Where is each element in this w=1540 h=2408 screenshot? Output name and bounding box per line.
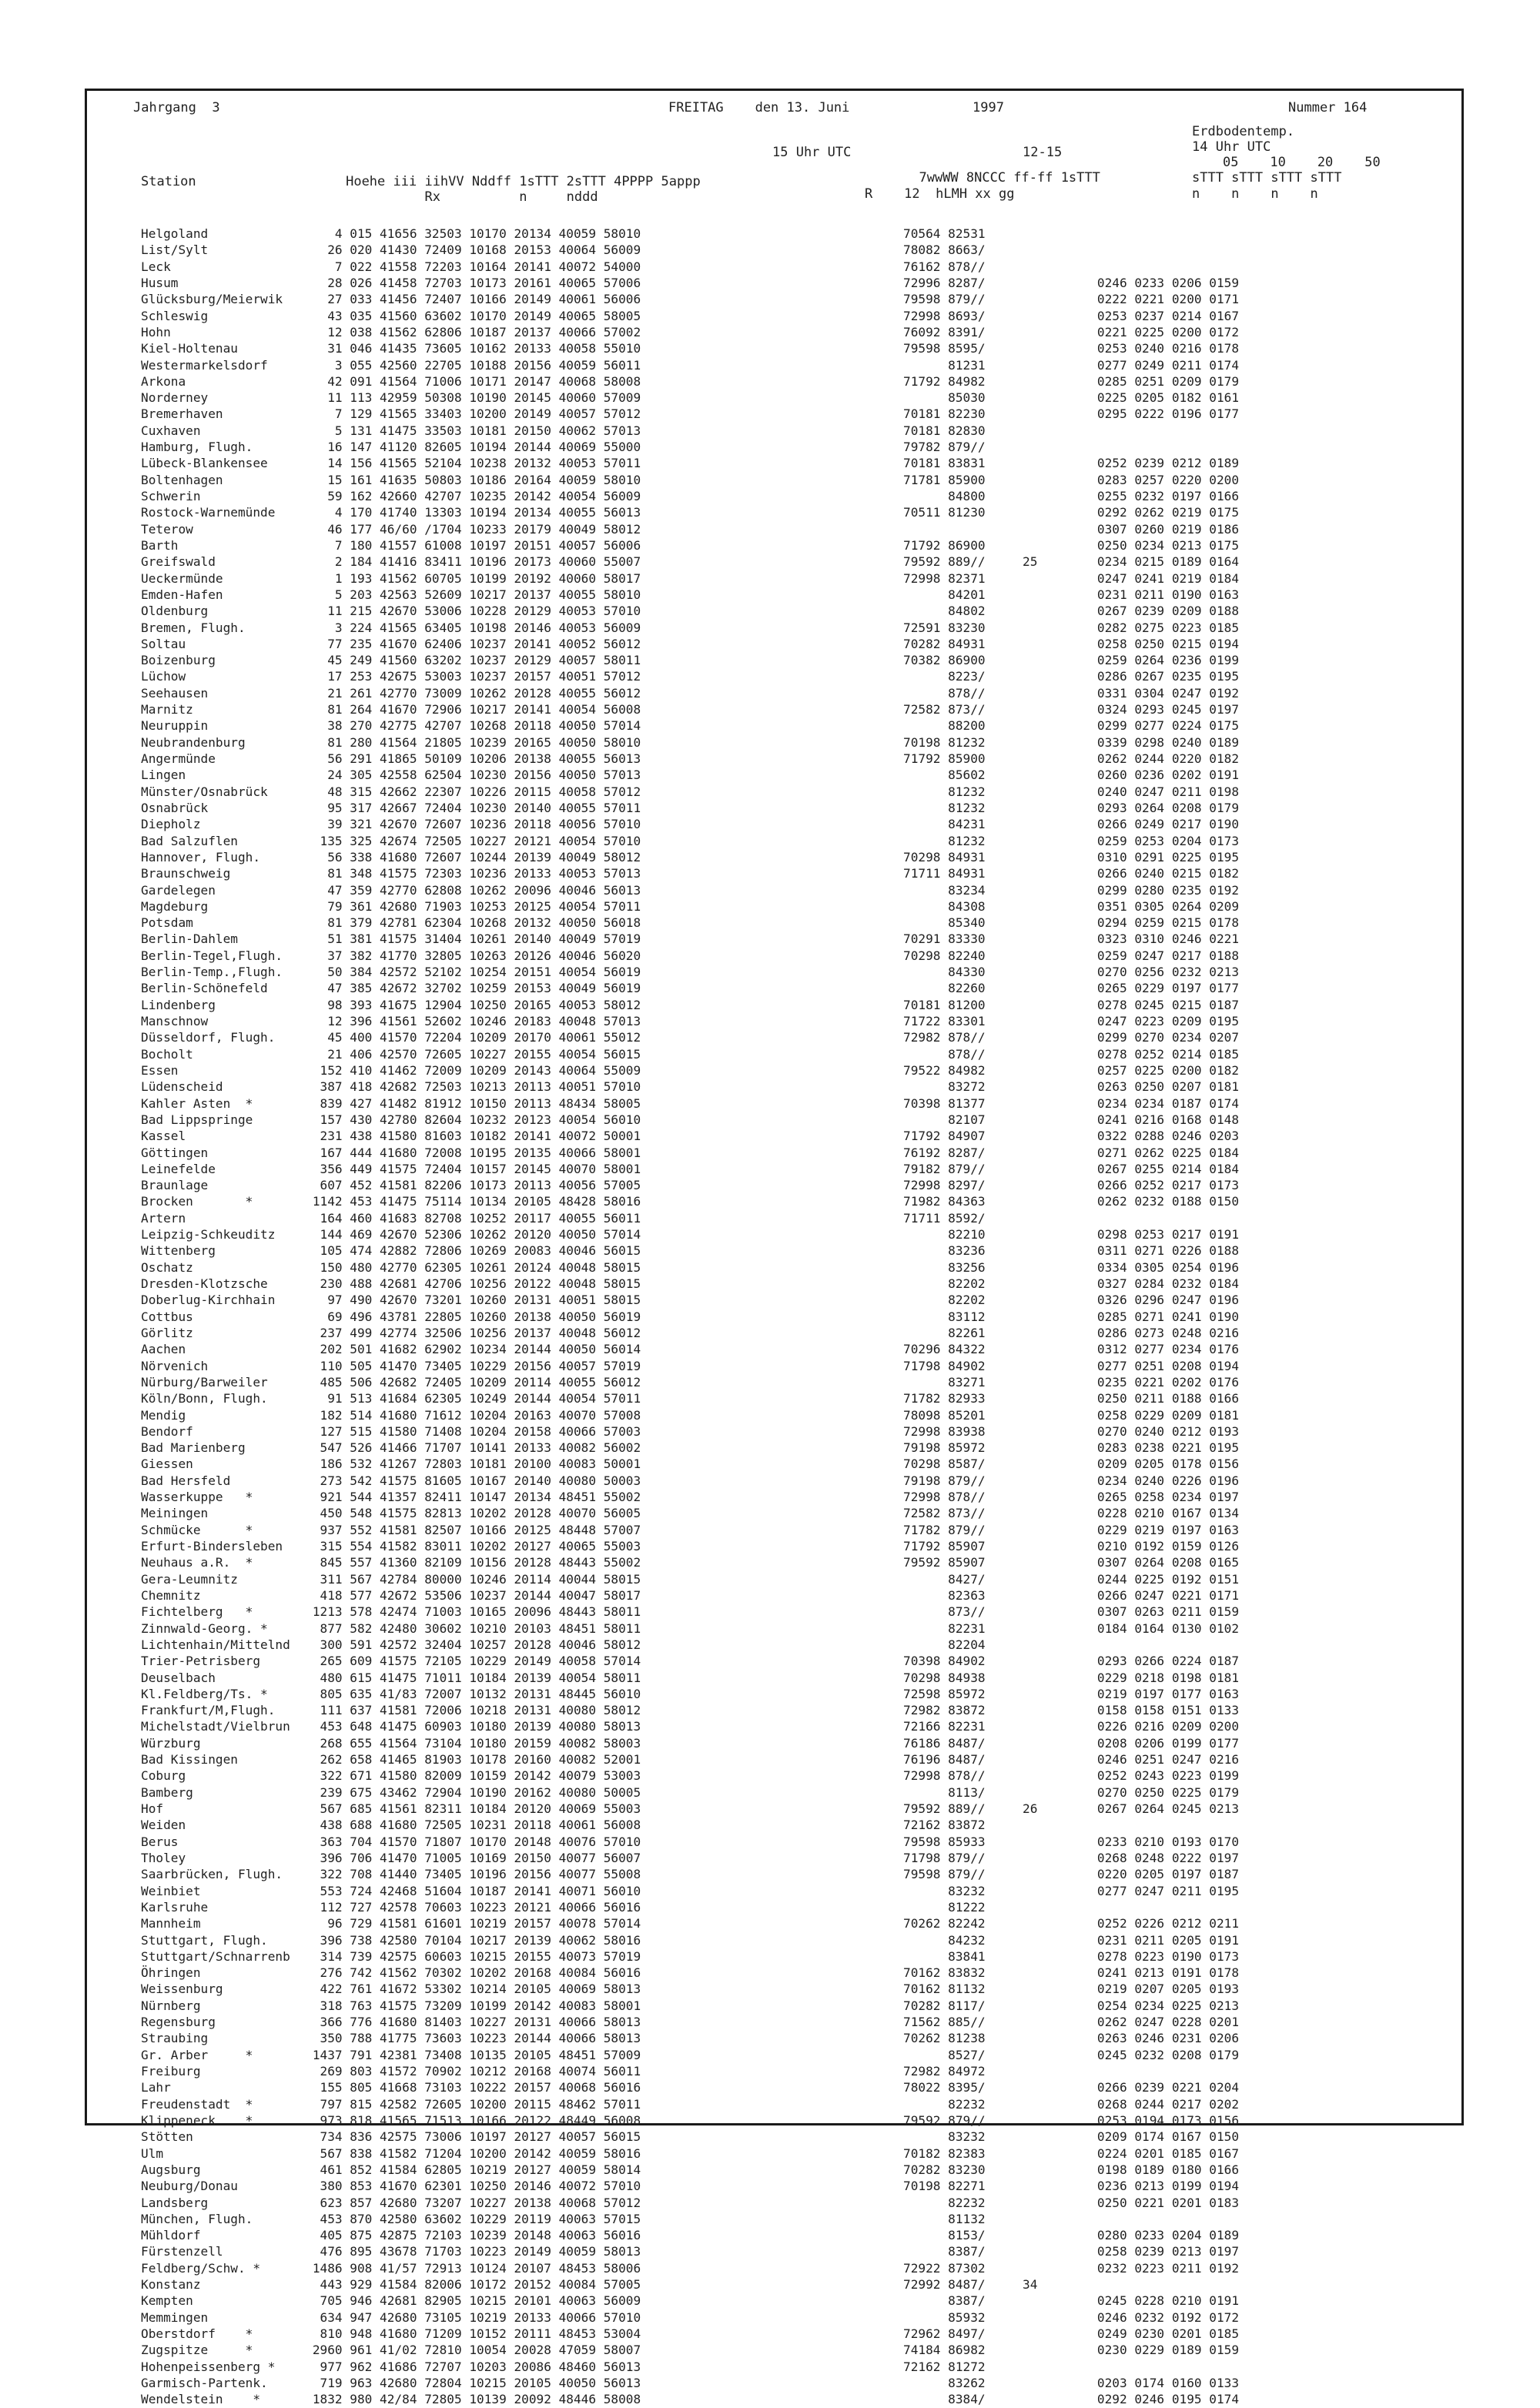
- table-row: Leipzig-Schkeuditz 144 469 42670 52306 10262 20120 40050 57014: [141, 1227, 641, 1242]
- table-row: Doberlug-Kirchhain 97 490 42670 73201 10260 20131 40051 58015: [141, 1293, 641, 1308]
- table-row: Oberstdorf * 810 948 41680 71209 10152 20111 48453 53004: [141, 2326, 641, 2341]
- table-row: Münster/Osnabrück 48 315 42662 22307 10226 20115 40058 57012: [141, 784, 641, 799]
- table-row: Ueckermünde 1 193 41562 60705 10199 20192 40060 58017: [141, 570, 641, 586]
- table-row-extra: 70198 81232 0339 0298 0240 0189: [903, 734, 1240, 750]
- table-row: Chemnitz 418 577 42672 53506 10237 20144 40047 58017: [141, 1587, 641, 1603]
- table-row-extra: 82204: [903, 1637, 986, 1652]
- table-row-extra: 83112 0285 0271 0241 0190: [903, 1309, 1240, 1324]
- table-row-extra: 70564 82531: [903, 226, 986, 241]
- table-row: Neuburg/Donau 380 853 41670 62301 10250 20146 40072 57010: [141, 2179, 641, 2194]
- table-row-extra: 70181 82230 0295 0222 0196 0177: [903, 406, 1240, 422]
- table-row-extra: 71798 84902 0277 0251 0208 0194: [903, 1358, 1240, 1373]
- table-row-extra: 70511 81230 0292 0262 0219 0175: [903, 505, 1240, 520]
- table-row-extra: 873// 0307 0263 0211 0159: [903, 1604, 1240, 1620]
- table-row-extra: 79598 8595/ 0253 0240 0216 0178: [903, 341, 1240, 356]
- table-row: Straubing 350 788 41775 73603 10223 20144 40066 58013: [141, 2031, 641, 2046]
- table-row-extra: 81232 0240 0247 0211 0198: [903, 784, 1240, 799]
- table-row-extra: 78022 8395/ 0266 0239 0221 0204: [903, 2080, 1240, 2095]
- table-row-extra: 76192 8287/ 0271 0262 0225 0184: [903, 1145, 1240, 1160]
- table-row: Artern 164 460 41683 82708 10252 20117 40055 56011: [141, 1210, 641, 1226]
- table-row: Wittenberg 105 474 42882 72806 10269 20083 40046 56015: [141, 1243, 641, 1259]
- table-row: Berlin-Tegel,Flugh. 37 382 41770 32805 10263 20126 40046 56020: [141, 948, 641, 963]
- table-row: Oldenburg 11 215 42670 53006 10228 20129 40053 57010: [141, 604, 641, 619]
- table-row-extra: 71798 879// 0268 0248 0222 0197: [903, 1850, 1240, 1865]
- table-row: Bremen, Flugh. 3 224 41565 63405 10198 20146 40053 56009: [141, 620, 641, 635]
- table-row-extra: 82202 0326 0296 0247 0196: [903, 1293, 1240, 1308]
- table-row: Leck 7 022 41558 72203 10164 20141 40072 54000: [141, 259, 641, 274]
- table-row: Wasserkuppe * 921 544 41357 82411 10147 20134 48451 55002: [141, 1490, 641, 1505]
- table-row: Fürstenzell 476 895 43678 71703 10223 20149 40059 58013: [141, 2244, 641, 2259]
- table-row-extra: 79592 85907 0307 0264 0208 0165: [903, 1555, 1240, 1570]
- column-header-extra: 7wwWW 8NCCC ff-ff 1sTTT: [903, 170, 1100, 186]
- table-row-extra: 72582 873// 0324 0293 0245 0197: [903, 702, 1240, 717]
- table-row: Mendig 182 514 41680 71612 10204 20163 40070 57008: [141, 1407, 641, 1423]
- table-row: Kl.Feldberg/Ts. * 805 635 41/83 72007 10132 20131 48445 56010: [141, 1686, 641, 1701]
- table-row-extra: 72982 878// 0299 0270 0234 0207: [903, 1030, 1240, 1045]
- column-header-extra-2: R 12 hLMH xx gg: [865, 186, 1015, 202]
- table-row: Mühldorf 405 875 42875 72103 10239 20148 40063 56016: [141, 2228, 641, 2243]
- table-row-extra: 72998 878// 0252 0243 0223 0199: [903, 1768, 1240, 1784]
- table-row-extra: 85030 0225 0205 0182 0161: [903, 390, 1240, 406]
- table-row-extra: 72998 82371 0247 0241 0219 0184: [903, 570, 1240, 586]
- table-row: Weinbiet 553 724 42468 51604 10187 20141 40071 56010: [141, 1883, 641, 1898]
- date-line: FREITAG den 13. Juni: [668, 100, 850, 115]
- table-row-extra: 70181 83831 0252 0239 0212 0189: [903, 456, 1240, 471]
- table-row-extra: 84802 0267 0239 0209 0188: [903, 604, 1240, 619]
- table-row-extra: 8387/ 0258 0239 0213 0197: [903, 2244, 1240, 2259]
- table-row-extra: 70262 81238 0263 0246 0231 0206: [903, 2031, 1240, 2046]
- table-row-extra: 72992 8487/ 34: [903, 2277, 1038, 2293]
- table-row-extra: 70282 84931 0258 0250 0215 0194: [903, 636, 1240, 651]
- table-row-extra: 79592 889// 25 0234 0215 0189 0164: [903, 554, 1240, 570]
- table-row: Boltenhagen 15 161 41635 50803 10186 20164 40059 58010: [141, 472, 641, 487]
- table-row-extra: 72591 83230 0282 0275 0223 0185: [903, 620, 1240, 635]
- table-row-extra: 8384/ 0292 0246 0195 0174: [903, 2392, 1240, 2407]
- table-row: Hohn 12 038 41562 62806 10187 20137 40066 57002: [141, 324, 641, 339]
- table-row: Seehausen 21 261 42770 73009 10262 20128 40055 56012: [141, 685, 641, 701]
- table-row: Deuselbach 480 615 41475 71011 10184 20139 40054 58011: [141, 1670, 641, 1685]
- year: 1997: [973, 100, 1004, 115]
- table-row: Husum 28 026 41458 72703 10173 20161 40065 57006: [141, 275, 641, 290]
- table-row-extra: 8427/ 0244 0225 0192 0151: [903, 1571, 1240, 1587]
- table-row: Neubrandenburg 81 280 41564 21805 10239 20165 40050 58010: [141, 734, 641, 750]
- table-row-extra: 70291 83330 0323 0310 0246 0221: [903, 931, 1240, 947]
- table-row-extra: 74184 86982 0230 0229 0189 0159: [903, 2343, 1240, 2358]
- table-row: Angermünde 56 291 41865 50109 10206 20138 40055 56013: [141, 751, 641, 766]
- table-row: Helgoland 4 015 41656 32503 10170 20134 40059 58010: [141, 226, 641, 241]
- table-row-extra: 82231 0184 0164 0130 0102: [903, 1620, 1240, 1636]
- table-row-extra: 82261 0286 0273 0248 0216: [903, 1325, 1240, 1340]
- table-row: Berlin-Schönefeld 47 385 42672 32702 10259 20153 40049 56019: [141, 981, 641, 996]
- table-row: Michelstadt/Vielbrun 453 648 41475 60903 10180 20139 40080 58013: [141, 1719, 641, 1734]
- table-row: Glücksburg/Meierwik 27 033 41456 72407 10166 20149 40061 56006: [141, 292, 641, 307]
- column-header-main-2: Rx n nddd: [141, 189, 598, 205]
- table-row: Weissenburg 422 761 41672 53302 10214 20105 40069 58013: [141, 1982, 641, 1997]
- table-row: Tholey 396 706 41470 71005 10169 20150 40077 56007: [141, 1850, 641, 1865]
- table-row-extra: 79182 879// 0267 0255 0214 0184: [903, 1161, 1240, 1176]
- table-row-extra: 79598 879// 0222 0221 0200 0171: [903, 292, 1240, 307]
- table-row: Saarbrücken, Flugh. 322 708 41440 73405 10196 20156 40077 55008: [141, 1867, 641, 1882]
- table-row: Aachen 202 501 41682 62902 10234 20144 40050 56014: [141, 1342, 641, 1357]
- table-row: Braunlage 607 452 41581 82206 10173 20113 40056 57005: [141, 1178, 641, 1193]
- table-row: Oschatz 150 480 42770 62305 10261 20124 40048 58015: [141, 1259, 641, 1275]
- table-row: Magdeburg 79 361 42680 71903 10253 20125 40054 57011: [141, 898, 641, 914]
- table-row: Wendelstein * 1832 980 42/84 72805 10139 20092 48446 58008: [141, 2392, 641, 2407]
- time-range: 12-15: [1023, 145, 1063, 160]
- table-row: Lingen 24 305 42558 62504 10230 20156 40050 57013: [141, 768, 641, 783]
- table-row-extra: 70282 83230 0198 0189 0180 0166: [903, 2162, 1240, 2177]
- table-row-extra: 83232 0209 0174 0167 0150: [903, 2129, 1240, 2145]
- table-row: Klippeneck * 973 818 41565 71513 10166 20122 48449 56008: [141, 2112, 641, 2128]
- table-row-extra: 81232 0293 0264 0208 0179: [903, 800, 1240, 815]
- table-row: Westermarkelsdorf 3 055 42560 22705 10188 20156 40059 56011: [141, 357, 641, 373]
- table-row: Regensburg 366 776 41680 81403 10227 20131 40066 58013: [141, 2015, 641, 2030]
- table-row-extra: 82210 0298 0253 0217 0191: [903, 1227, 1240, 1242]
- table-row: Hamburg, Flugh. 16 147 41120 82605 10194 20144 40069 55000: [141, 440, 641, 455]
- table-row-extra: 8387/ 0245 0228 0210 0191: [903, 2293, 1240, 2309]
- table-row: Marnitz 81 264 41670 72906 10217 20141 40054 56008: [141, 702, 641, 717]
- table-row: Öhringen 276 742 41562 70302 10202 20168 40084 56016: [141, 1965, 641, 1981]
- table-row-extra: 84231 0266 0249 0217 0190: [903, 817, 1240, 832]
- table-row: Diepholz 39 321 42670 72607 10236 20118 40056 57010: [141, 817, 641, 832]
- table-row-extra: 71792 84982 0285 0251 0209 0179: [903, 373, 1240, 389]
- table-row-extra: 78098 85201 0258 0229 0209 0181: [903, 1407, 1240, 1423]
- table-row: Lichtenhain/Mittelnd 300 591 42572 32404 10257 20128 40046 58012: [141, 1637, 641, 1652]
- table-row: Rostock-Warnemünde 4 170 41740 13303 10194 20134 40055 56013: [141, 505, 641, 520]
- table-row: München, Flugh. 453 870 42580 63602 10229 20119 40063 57015: [141, 2211, 641, 2226]
- table-row-extra: 72982 83872 0158 0158 0151 0133: [903, 1703, 1240, 1718]
- table-row-extra: 79782 879//: [903, 440, 986, 455]
- table-row: Greifswald 2 184 41416 83411 10196 20173 40060 55007: [141, 554, 641, 570]
- table-row: Hohenpeissenberg * 977 962 41686 72707 10203 20086 48460 56013: [141, 2359, 641, 2374]
- table-row-extra: 70298 8587/ 0209 0205 0178 0156: [903, 1457, 1240, 1472]
- table-row-extra: 72162 83872: [903, 1818, 986, 1833]
- table-row-extra: 79198 879// 0234 0240 0226 0196: [903, 1473, 1240, 1488]
- table-row-extra: 878// 0278 0252 0214 0185: [903, 1046, 1240, 1062]
- table-row: Bendorf 127 515 41580 71408 10204 20158 40066 57003: [141, 1423, 641, 1439]
- table-row-extra: 82260 0265 0229 0197 0177: [903, 981, 1240, 996]
- table-row: Nürburg/Barweiler 485 506 42682 72405 10209 20114 40055 56012: [141, 1374, 641, 1390]
- table-row-extra: 8153/ 0280 0233 0204 0189: [903, 2228, 1240, 2243]
- table-row: Zugspitze * 2960 961 41/02 72810 10054 20028 47059 58007: [141, 2343, 641, 2358]
- soil-temp-time: 14 Uhr UTC: [1192, 139, 1271, 155]
- table-row: Arkona 42 091 41564 71006 10171 20147 40068 58008: [141, 373, 641, 389]
- table-row-extra: 76092 8391/ 0221 0225 0200 0172: [903, 324, 1240, 339]
- table-row-extra: 70262 82242 0252 0226 0212 0211: [903, 1916, 1240, 1931]
- table-row: Gera-Leumnitz 311 567 42784 80000 10246 20114 40044 58015: [141, 1571, 641, 1587]
- supplement-table: [903, 226, 1239, 2408]
- table-row: Göttingen 167 444 41680 72008 10195 20135 40066 58001: [141, 1145, 641, 1160]
- table-row: Nörvenich 110 505 41470 73405 10229 20156 40057 57019: [141, 1358, 641, 1373]
- table-row-extra: 83271 0235 0221 0202 0176: [903, 1374, 1240, 1390]
- table-row: Bad Marienberg 547 526 41466 71707 10141 20133 40082 56002: [141, 1440, 641, 1456]
- table-row: Lindenberg 98 393 41675 12904 10250 20165 40053 58012: [141, 997, 641, 1012]
- table-row: Manschnow 12 396 41561 52602 10246 20183 40048 57013: [141, 1014, 641, 1028]
- table-row-extra: 79598 879// 0220 0205 0197 0187: [903, 1867, 1240, 1882]
- table-row-extra: 81232 0259 0253 0204 0173: [903, 833, 1240, 848]
- table-row: Berus 363 704 41570 71807 10170 20148 40076 57010: [141, 1834, 641, 1849]
- table-row-extra: 82202 0327 0284 0232 0184: [903, 1276, 1240, 1291]
- table-row-extra: 72998 83938 0270 0240 0212 0193: [903, 1423, 1240, 1439]
- table-row: Cottbus 69 496 43781 22805 10260 20138 40050 56019: [141, 1309, 641, 1324]
- table-row: Berlin-Dahlem 51 381 41575 31404 10261 20140 40049 57019: [141, 931, 641, 947]
- table-row-extra: 83236 0311 0271 0226 0188: [903, 1243, 1240, 1259]
- table-row: Kempten 705 946 42681 82905 10215 20101 40063 56009: [141, 2293, 641, 2309]
- table-row: Meiningen 450 548 41575 82813 10202 20128 40070 56005: [141, 1506, 641, 1521]
- table-row-extra: 72982 84972: [903, 2064, 986, 2079]
- table-row: Lüchow 17 253 42675 53003 10237 20157 40051 57012: [141, 669, 641, 684]
- table-row: Essen 152 410 41462 72009 10209 20143 40064 55009: [141, 1062, 641, 1078]
- table-row-extra: 71792 85907 0210 0192 0159 0126: [903, 1539, 1240, 1553]
- table-row-extra: 76186 8487/ 0208 0206 0199 0177: [903, 1735, 1240, 1751]
- table-row: Bad Hersfeld 273 542 41575 81605 10167 20140 40080 50003: [141, 1473, 641, 1488]
- table-row-extra: 72998 8693/ 0253 0237 0214 0167: [903, 308, 1240, 323]
- table-row: Düsseldorf, Flugh. 45 400 41570 72204 10209 20170 40061 55012: [141, 1030, 641, 1045]
- table-row: Gardelegen 47 359 42770 62808 10262 20096 40046 56013: [141, 882, 641, 898]
- table-row-extra: 84330 0270 0256 0232 0213: [903, 965, 1240, 980]
- table-row-extra: 81231 0277 0249 0211 0174: [903, 357, 1240, 373]
- table-row-extra: 79592 879// 0253 0194 0173 0156: [903, 2112, 1240, 2128]
- document-sheet: [85, 89, 1464, 2407]
- table-row-extra: 85602 0260 0236 0202 0191: [903, 768, 1240, 783]
- table-row-extra: 70162 83832 0241 0213 0191 0178: [903, 1965, 1240, 1981]
- table-row-extra: 70398 81377 0234 0234 0187 0174: [903, 1095, 1240, 1111]
- table-row-extra: 70198 82271 0236 0213 0199 0194: [903, 2179, 1240, 2194]
- table-row-extra: 83272 0263 0250 0207 0181: [903, 1079, 1240, 1095]
- column-header-main: Station Hoehe iii iihVV Nddff 1sTTT 2sTTT 4PPPP 5appp: [141, 174, 701, 189]
- table-row: Kassel 231 438 41580 81603 10182 20141 40072 50001: [141, 1129, 641, 1144]
- table-row: Dresden-Klotzsche 230 488 42681 42706 10256 20122 40048 58015: [141, 1276, 641, 1291]
- table-row-extra: 71562 885// 0262 0247 0228 0201: [903, 2015, 1240, 2030]
- table-row-extra: 70382 86900 0259 0264 0236 0199: [903, 653, 1240, 668]
- table-row: Garmisch-Partenk. 719 963 42680 72804 10215 20105 40050 56013: [141, 2375, 641, 2390]
- station-table: [141, 226, 641, 2408]
- table-row-extra: 70181 81200 0278 0245 0215 0187: [903, 997, 1240, 1012]
- table-row-extra: 71711 84931 0266 0240 0215 0182: [903, 866, 1240, 881]
- table-row: Neuhaus a.R. * 845 557 41360 82109 10156 20128 48443 55002: [141, 1555, 641, 1570]
- table-row-extra: 84308 0351 0305 0264 0209: [903, 898, 1240, 914]
- table-row: Neuruppin 38 270 42775 42707 10268 20118 40050 57014: [141, 718, 641, 734]
- table-row-extra: 76196 8487/ 0246 0251 0247 0216: [903, 1752, 1240, 1768]
- table-row: Giessen 186 532 41267 72803 10181 20100 40083 50001: [141, 1457, 641, 1472]
- table-row: Trier-Petrisberg 265 609 41575 72105 10229 20149 40058 57014: [141, 1654, 641, 1669]
- table-row-extra: 72998 878// 0265 0258 0234 0197: [903, 1490, 1240, 1505]
- soil-stt-header: sTTT sTTT sTTT sTTT: [1192, 170, 1342, 186]
- table-row: Ulm 567 838 41582 71204 10200 20142 40059 58016: [141, 2145, 641, 2161]
- table-row-extra: 70162 81132 0219 0207 0205 0193: [903, 1982, 1240, 1997]
- table-row: Leinefelde 356 449 41575 72404 10157 20145 40070 58001: [141, 1161, 641, 1176]
- table-row-extra: 71711 8592/: [903, 1210, 986, 1226]
- table-row-extra: 79598 85933 0233 0210 0193 0170: [903, 1834, 1240, 1849]
- table-row-extra: 82232 0268 0244 0217 0202: [903, 2096, 1240, 2112]
- table-row-extra: 71781 85900 0283 0257 0220 0200: [903, 472, 1240, 487]
- table-row: Lahr 155 805 41668 73103 10222 20157 40068 56016: [141, 2080, 641, 2095]
- table-row-extra: 71782 879// 0229 0219 0197 0163: [903, 1522, 1240, 1537]
- table-row: Würzburg 268 655 41564 73104 10180 20159 40082 58003: [141, 1735, 641, 1751]
- table-row: Augsburg 461 852 41584 62805 10219 20127 40059 58014: [141, 2162, 641, 2177]
- table-row-extra: 84201 0231 0211 0190 0163: [903, 587, 1240, 602]
- table-row-extra: 84800 0255 0232 0197 0166: [903, 489, 1240, 503]
- table-row-extra: 72922 87302 0232 0223 0211 0192: [903, 2260, 1240, 2276]
- table-row: Freiburg 269 803 41572 70902 10212 20168 40074 56011: [141, 2064, 641, 2079]
- table-row: Hof 567 685 41561 82311 10184 20120 40069 55003: [141, 1801, 641, 1816]
- table-row-extra: 70298 84938 0229 0218 0198 0181: [903, 1670, 1240, 1685]
- table-row-extra: 81132: [903, 2211, 986, 2226]
- table-row-extra: 70282 8117/ 0254 0234 0225 0213: [903, 1998, 1240, 2013]
- table-row: Barth 7 180 41557 61008 10197 20151 40057 56006: [141, 537, 641, 553]
- table-row: Landsberg 623 857 42680 73207 10227 20138 40068 57012: [141, 2195, 641, 2210]
- table-row-extra: 85340 0294 0259 0215 0178: [903, 915, 1240, 931]
- table-row: Feldberg/Schw. * 1486 908 41/57 72913 10124 20107 48453 58006: [141, 2260, 641, 2276]
- table-row: Gr. Arber * 1437 791 42381 73408 10135 20105 48451 57009: [141, 2047, 641, 2062]
- table-row: Boizenburg 45 249 41560 63202 10237 20129 40057 58011: [141, 653, 641, 668]
- table-row: Köln/Bonn, Flugh. 91 513 41684 62305 10249 20144 40054 57011: [141, 1391, 641, 1406]
- table-row-extra: 72582 873// 0228 0210 0167 0134: [903, 1506, 1240, 1521]
- table-row: Bad Salzuflen 135 325 42674 72505 10227 20121 40054 57010: [141, 833, 641, 848]
- table-row-extra: 79198 85972 0283 0238 0221 0195: [903, 1440, 1240, 1456]
- table-row: Lüdenscheid 387 418 42682 72503 10213 20113 40051 57010: [141, 1079, 641, 1095]
- table-row-extra: 88200 0299 0277 0224 0175: [903, 718, 1240, 734]
- table-row: Stuttgart, Flugh. 396 738 42580 70104 10217 20139 40062 58016: [141, 1932, 641, 1948]
- table-row: Emden-Hafen 5 203 42563 52609 10217 20137 40055 58010: [141, 587, 641, 602]
- table-row: Norderney 11 113 42959 50308 10190 20145 40060 57009: [141, 390, 641, 406]
- table-row-extra: 72162 81272: [903, 2359, 986, 2374]
- table-row: Soltau 77 235 41670 62406 10237 20141 40052 56012: [141, 636, 641, 651]
- table-row: Hannover, Flugh. 56 338 41680 72607 10244 20139 40049 58012: [141, 849, 641, 865]
- table-row-extra: 70298 82240 0259 0247 0217 0188: [903, 948, 1240, 963]
- table-row-extra: 8527/ 0245 0232 0208 0179: [903, 2047, 1240, 2062]
- table-row: Zinnwald-Georg. * 877 582 42480 30602 10210 20103 48451 58011: [141, 1620, 641, 1636]
- table-row-extra: 70298 84931 0310 0291 0225 0195: [903, 849, 1240, 865]
- table-row: Osnabrück 95 317 42667 72404 10230 20140 40055 57011: [141, 800, 641, 815]
- table-row: Lübeck-Blankensee 14 156 41565 52104 10238 20132 40053 57011: [141, 456, 641, 471]
- table-row-extra: 83256 0334 0305 0254 0196: [903, 1259, 1240, 1275]
- table-row-extra: 72166 82231 0226 0216 0209 0200: [903, 1719, 1240, 1734]
- table-row: Freudenstadt * 797 815 42582 72605 10200 20115 48462 57011: [141, 2096, 641, 2112]
- table-row-extra: 83232 0277 0247 0211 0195: [903, 1883, 1240, 1898]
- table-row-extra: 72962 8497/ 0249 0230 0201 0185: [903, 2326, 1240, 2341]
- table-row-extra: 70182 82383 0224 0201 0185 0167: [903, 2145, 1240, 2161]
- table-row-extra: 71782 82933 0250 0211 0188 0166: [903, 1391, 1240, 1406]
- table-row-extra: 70296 84322 0312 0277 0234 0176: [903, 1342, 1240, 1357]
- table-row: Bad Kissingen 262 658 41465 81903 10178 20160 40082 52001: [141, 1752, 641, 1768]
- table-row-extra: 878// 0331 0304 0247 0192: [903, 685, 1240, 701]
- table-row: Schmücke * 937 552 41581 82507 10166 20125 48448 57007: [141, 1522, 641, 1537]
- table-row-extra: 8113/ 0270 0250 0225 0179: [903, 1784, 1240, 1800]
- table-row: Fichtelberg * 1213 578 42474 71003 10165 20096 48443 58011: [141, 1604, 641, 1620]
- table-row-extra: 70181 82830: [903, 423, 986, 438]
- soil-temp-title: Erdbodentemp.: [1192, 124, 1295, 139]
- table-row-extra: 70398 84902 0293 0266 0224 0187: [903, 1654, 1240, 1669]
- table-row: Bocholt 21 406 42570 72605 10227 20155 40054 56015: [141, 1046, 641, 1062]
- table-row: Bremerhaven 7 129 41565 33403 10200 20149 40057 57012: [141, 406, 641, 422]
- table-row: Konstanz 443 929 41584 82006 10172 20152 40084 57005: [141, 2277, 641, 2293]
- table-row: Kiel-Holtenau 31 046 41435 73605 10162 20133 40058 55010: [141, 341, 641, 356]
- table-row: Weiden 438 688 41680 72505 10231 20118 40061 56008: [141, 1818, 641, 1833]
- table-row: Braunschweig 81 348 41575 72303 10236 20133 40053 57013: [141, 866, 641, 881]
- table-row-extra: 72996 8287/ 0246 0233 0206 0159: [903, 275, 1240, 290]
- table-row-extra: 78082 8663/: [903, 242, 986, 258]
- table-row: Bamberg 239 675 43462 72904 10190 20162 40080 50005: [141, 1784, 641, 1800]
- table-row-extra: 72598 85972 0219 0197 0177 0163: [903, 1686, 1240, 1701]
- table-row: Berlin-Temp.,Flugh. 50 384 42572 52102 10254 20151 40054 56019: [141, 965, 641, 980]
- table-row-extra: 79522 84982 0257 0225 0200 0182: [903, 1062, 1240, 1078]
- table-row: Memmingen 634 947 42680 73105 10219 20133 40066 57010: [141, 2309, 641, 2325]
- table-row: Stötten 734 836 42575 73006 10197 20127 40057 56015: [141, 2129, 641, 2145]
- table-row: Potsdam 81 379 42781 62304 10268 20132 40050 56018: [141, 915, 641, 931]
- table-row: List/Sylt 26 020 41430 72409 10168 20153 40064 56009: [141, 242, 641, 258]
- table-row-extra: 76162 878//: [903, 259, 986, 274]
- table-row-extra: 83262 0203 0174 0160 0133: [903, 2375, 1240, 2390]
- table-row: Schleswig 43 035 41560 63602 10170 20149 40065 58005: [141, 308, 641, 323]
- table-row: Görlitz 237 499 42774 32506 10256 20137 40048 56012: [141, 1325, 641, 1340]
- table-row-extra: 83841 0278 0223 0190 0173: [903, 1948, 1240, 1964]
- table-row: Erfurt-Bindersleben 315 554 41582 83011 10202 20127 40065 55003: [141, 1539, 641, 1553]
- table-row-extra: 85932 0246 0232 0192 0172: [903, 2309, 1240, 2325]
- table-row-extra: 81222: [903, 1899, 986, 1915]
- table-row: Mannheim 96 729 41581 61601 10219 20157 40078 57014: [141, 1916, 641, 1931]
- table-row: Frankfurt/M,Flugh. 111 637 41581 72006 10218 20131 40080 58012: [141, 1703, 641, 1718]
- table-row-extra: 82107 0241 0216 0168 0148: [903, 1112, 1240, 1127]
- table-row: Kahler Asten * 839 427 41482 81912 10150 20113 48434 58005: [141, 1095, 641, 1111]
- table-row: Teterow 46 177 46/60 /1704 10233 20179 40049 58012: [141, 521, 641, 537]
- table-row-extra: 71722 83301 0247 0223 0209 0195: [903, 1014, 1240, 1028]
- obs-time: 15 Uhr UTC: [772, 145, 852, 160]
- table-row-extra: 82363 0266 0247 0221 0171: [903, 1587, 1240, 1603]
- table-row: Stuttgart/Schnarrenb 314 739 42575 60603 10215 20155 40073 57019: [141, 1948, 641, 1964]
- soil-n-header: n n n n: [1192, 186, 1318, 202]
- table-row-extra: 8223/ 0286 0267 0235 0195: [903, 669, 1240, 684]
- table-row: Coburg 322 671 41580 82009 10159 20142 40079 53003: [141, 1768, 641, 1784]
- issue-number: Nummer 164: [1288, 100, 1368, 115]
- table-row-extra: 72998 8297/ 0266 0252 0217 0173: [903, 1178, 1240, 1193]
- table-row-extra: 82232 0250 0221 0201 0183: [903, 2195, 1240, 2210]
- table-row-extra: 71792 85900 0262 0244 0220 0182: [903, 751, 1240, 766]
- table-row: Cuxhaven 5 131 41475 33503 10181 20150 40062 57013: [141, 423, 641, 438]
- table-row: Nürnberg 318 763 41575 73209 10199 20142 40083 58001: [141, 1998, 641, 2013]
- table-row-extra: 79592 889// 26 0267 0264 0245 0213: [903, 1801, 1240, 1816]
- table-row-extra: 83234 0299 0280 0235 0192: [903, 882, 1240, 898]
- table-row: Schwerin 59 162 42660 42707 10235 20142 40054 56009: [141, 489, 641, 503]
- table-row-extra: 0307 0260 0219 0186: [903, 521, 1240, 537]
- table-row: Bad Lippspringe 157 430 42780 82604 10232 20123 40054 56010: [141, 1112, 641, 1127]
- table-row: Karlsruhe 112 727 42578 70603 10223 20121 40066 56016: [141, 1899, 641, 1915]
- table-row: Brocken * 1142 453 41475 75114 10134 20105 48428 58016: [141, 1194, 641, 1209]
- jahrgang: Jahrgang 3: [133, 100, 220, 115]
- table-row-extra: 71792 86900 0250 0234 0213 0175: [903, 537, 1240, 553]
- table-row-extra: 71982 84363 0262 0232 0188 0150: [903, 1194, 1240, 1209]
- table-row-extra: 71792 84907 0322 0288 0246 0203: [903, 1129, 1240, 1144]
- soil-depths: 05 10 20 50: [1223, 155, 1381, 170]
- table-row-extra: 84232 0231 0211 0205 0191: [903, 1932, 1240, 1948]
